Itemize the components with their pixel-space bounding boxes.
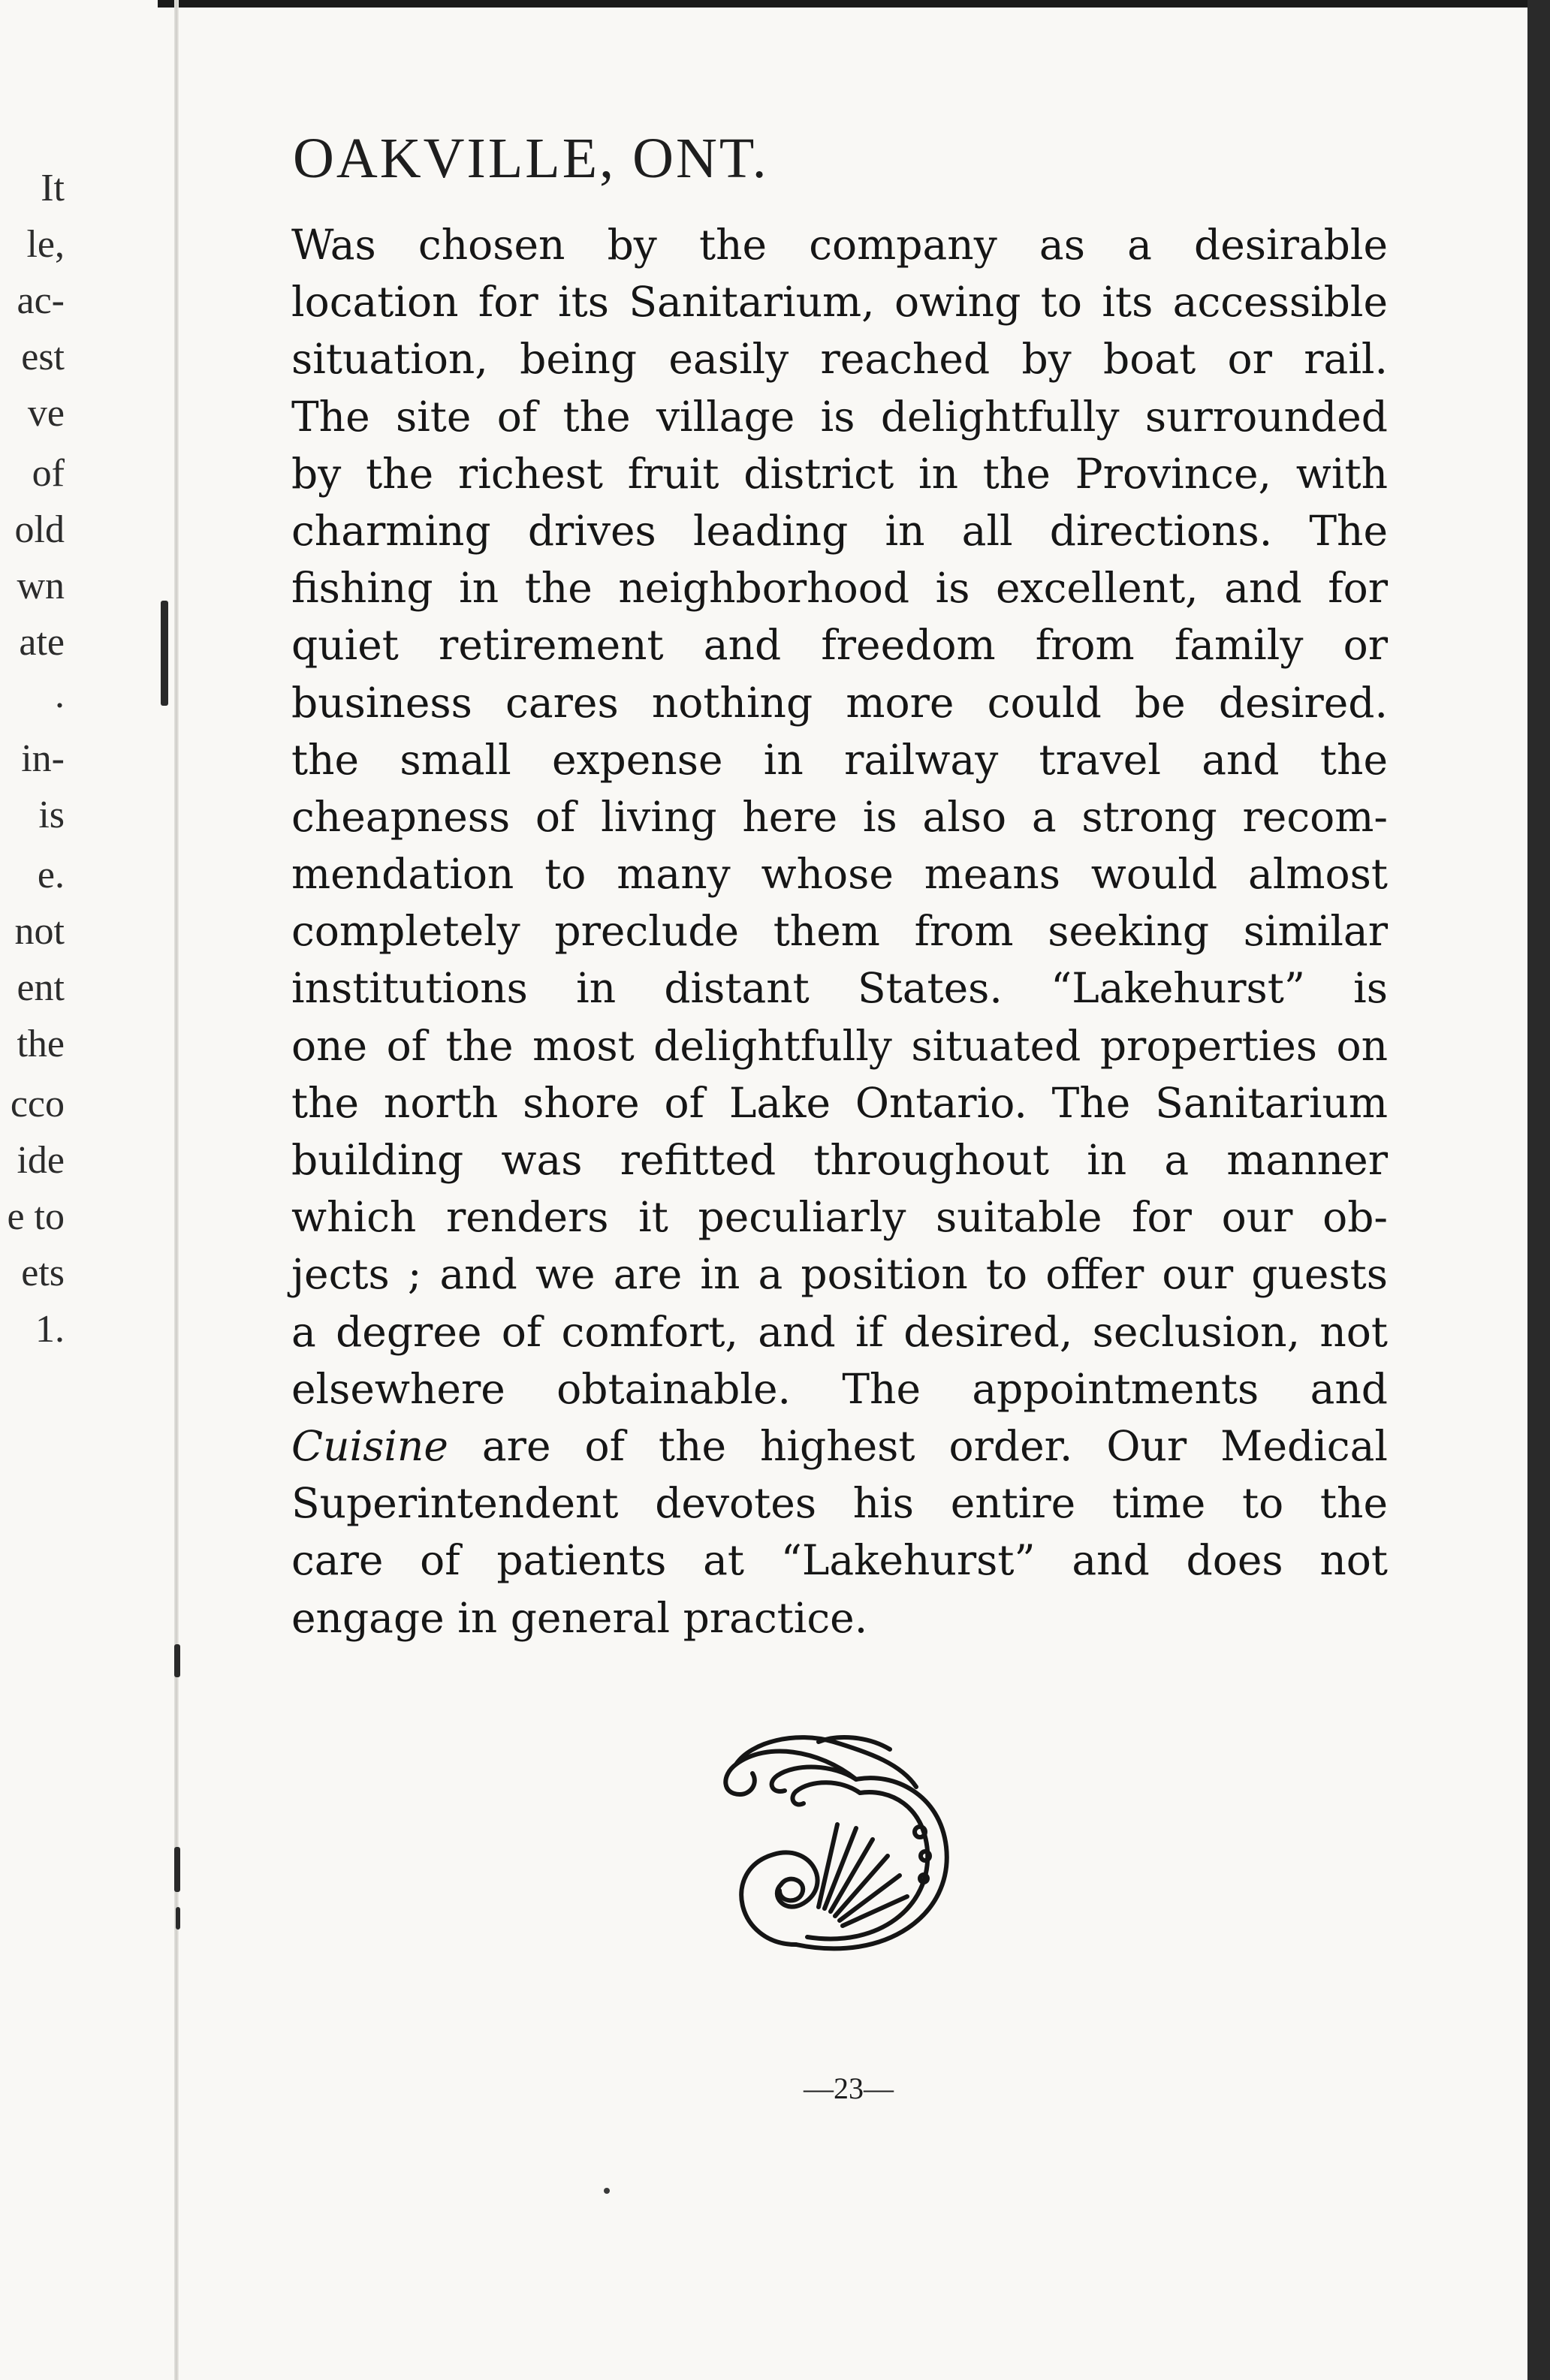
previous-page-fragment: le, (26, 223, 65, 266)
text-line: the small expense in railway travel and the (291, 735, 1388, 784)
previous-page-fragment: not (14, 910, 65, 953)
previous-page-fragment: ent (17, 966, 65, 1009)
previous-page-fragment: is (38, 794, 65, 836)
text-line: which renders it peculiarly suitable for our ob- (291, 1193, 1388, 1242)
previous-page-fragment: ac- (17, 279, 65, 322)
previous-page-fragments (0, 0, 90, 2380)
previous-page-fragment: It (41, 167, 65, 209)
text-line: jects ; and we are in a position to offer our guests (291, 1250, 1388, 1299)
page-title: OAKVILLE, ONT. (293, 127, 769, 190)
previous-page-fragment: wn (17, 565, 65, 607)
previous-page-fragment: ate (19, 621, 65, 664)
previous-page-fragment: est (21, 336, 65, 378)
cuisine-line-rest: are of the highest order. Our Medical (481, 1421, 1388, 1470)
text-line-cuisine (291, 1417, 1388, 1475)
text-line: Was chosen by the company as a desirable (291, 221, 1388, 269)
page-right-edge (1527, 0, 1550, 2380)
text-line: quiet retirement and freedom from family or (291, 621, 1388, 670)
previous-page-fragment: e. (37, 854, 65, 896)
previous-page-fragment: ide (17, 1139, 65, 1182)
ink-speck (604, 2188, 610, 2194)
text-line: completely preclude them from seeking similar (291, 907, 1388, 956)
text-line: the north shore of Lake Ontario. The Sanitarium (291, 1078, 1388, 1127)
text-line: by the richest fruit district in the Province, with (291, 449, 1388, 498)
page-number: —23— (804, 2071, 894, 2105)
gutter-mark (174, 1644, 180, 1677)
previous-page-fragment: . (55, 673, 65, 716)
previous-page-fragment: the (17, 1023, 65, 1065)
text-line: fishing in the neighborhood is excellent, and for (291, 564, 1388, 613)
previous-page-fragment: e to (7, 1195, 65, 1238)
text-line: care of patients at “Lakehurst” and does not (291, 1536, 1388, 1585)
previous-page-fragment: of (32, 452, 65, 495)
book-gutter (174, 0, 179, 2380)
cuisine-word: Cuisine (291, 1421, 448, 1470)
text-line: engage in general practice. (291, 1593, 868, 1642)
text-line: institutions in distant States. “Lakehurst” is (291, 964, 1388, 1013)
previous-page-fragment: cco (10, 1083, 65, 1125)
text-line: The site of the village is delightfully surrounded (291, 392, 1388, 441)
text-line: situation, being easily reached by boat or rail. (291, 335, 1388, 384)
scroll-wave-ornament-icon (706, 1719, 991, 1975)
page-top-edge (158, 0, 1550, 8)
text-line: charming drives leading in all directions. The (291, 506, 1388, 555)
text-line: mendation to many whose means would almost (291, 850, 1388, 899)
previous-page-fragment: 1. (35, 1308, 65, 1351)
text-line: one of the most delightfully situated properties on (291, 1021, 1388, 1070)
text-line: location for its Sanitarium, owing to its accessible (291, 278, 1388, 327)
text-line: elsewhere obtainable. The appointments and (291, 1364, 1388, 1413)
body-paragraph (291, 216, 1388, 1646)
previous-page-fragment: in- (21, 737, 65, 780)
previous-page-fragment: ve (27, 392, 65, 435)
gutter-mark (174, 1847, 180, 1892)
previous-page-fragment: ets (21, 1252, 65, 1294)
gutter-mark (176, 1907, 180, 1930)
text-line: business cares nothing more could be desired. (291, 678, 1388, 727)
previous-page-fragment: old (14, 508, 65, 551)
gutter-mark (161, 601, 168, 706)
text-line: building was refitted throughout in a manner (291, 1136, 1388, 1184)
text-line: Superintendent devotes his entire time to the (291, 1479, 1388, 1528)
text-line: a degree of comfort, and if desired, seclusion, not (291, 1307, 1388, 1356)
text-line: cheapness of living here is also a strong recom- (291, 792, 1388, 841)
